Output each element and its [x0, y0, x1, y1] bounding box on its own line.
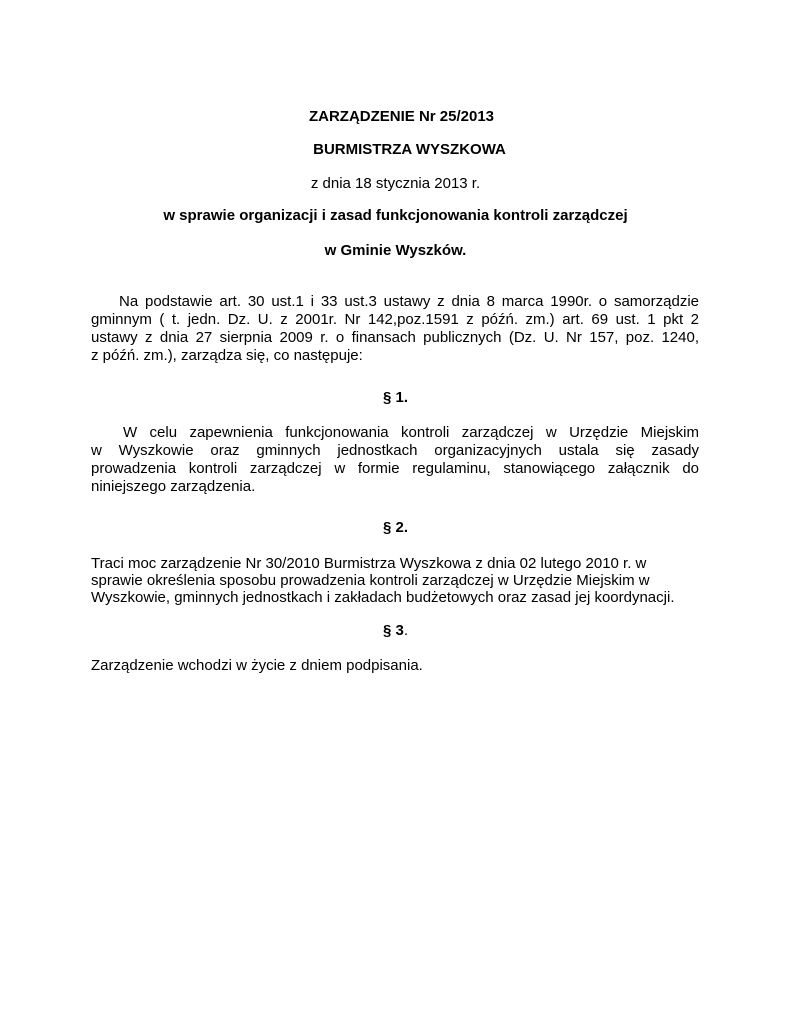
section-1-line: w Wyszkowie oraz gminnych jednostkach organizacyjnych ustala się zasady: [91, 442, 699, 459]
section-3-heading: § 3: [382, 622, 404, 639]
document-subject-line-1: w sprawie organizacji i zasad funkcjonowania kontroli zarządczej: [163, 207, 628, 224]
section-1-line: prowadzenia kontroli zarządczej w formie regulaminu, stanowiącego załącznik do: [91, 460, 699, 477]
document-title: ZARZĄDZENIE Nr 25/2013: [308, 108, 495, 125]
section-2-line: Wyszkowie, gminnych jednostkach i zakładach budżetowych oraz zasad jej koordynacji.: [91, 589, 675, 606]
preamble-paragraph: [91, 293, 699, 365]
section-2-heading: § 2.: [382, 519, 409, 536]
section-1-heading: § 1.: [382, 389, 409, 406]
section-3-paragraph: [91, 657, 699, 675]
section-3-heading-suffix: .: [403, 622, 409, 639]
section-1-line: niniejszego zarządzenia.: [91, 478, 256, 495]
section-2-line: Traci moc zarządzenie Nr 30/2010 Burmistrza Wyszkowa z dnia 02 lutego 2010 r. w: [91, 555, 647, 572]
preamble-line: gminnym ( t. jedn. Dz. U. z 2001r. Nr 142,poz.1591 z późń. zm.) art. 69 ust. 1 pkt 2: [91, 311, 699, 328]
document-subject-line-2: w Gminie Wyszków.: [324, 242, 467, 259]
document-date: z dnia 18 stycznia 2013 r.: [310, 175, 481, 192]
section-3-heading-wrapper: [0, 622, 791, 640]
preamble-line: ustawy z dnia 27 sierpnia 2009 r. o finansach publicznych (Dz. U. Nr 157, poz. 1240,: [91, 329, 699, 346]
section-2-paragraph: [91, 555, 699, 606]
section-1-paragraph: [91, 424, 699, 496]
section-1-line: W celu zapewnienia funkcjonowania kontroli zarządczej w Urzędzie Miejskim: [123, 424, 699, 441]
section-3-line: Zarządzenie wchodzi w życie z dniem podpisania.: [91, 657, 423, 674]
document-issuer: BURMISTRZA WYSZKOWA: [313, 141, 506, 158]
preamble-line: z późń. zm.), zarządza się, co następuje:: [91, 347, 363, 364]
preamble-line: Na podstawie art. 30 ust.1 i 33 ust.3 ustawy z dnia 8 marca 1990r. o samorządzie: [119, 293, 699, 310]
section-2-line: sprawie określenia sposobu prowadzenia kontroli zarządczej w Urzędzie Miejskim w: [91, 572, 650, 589]
